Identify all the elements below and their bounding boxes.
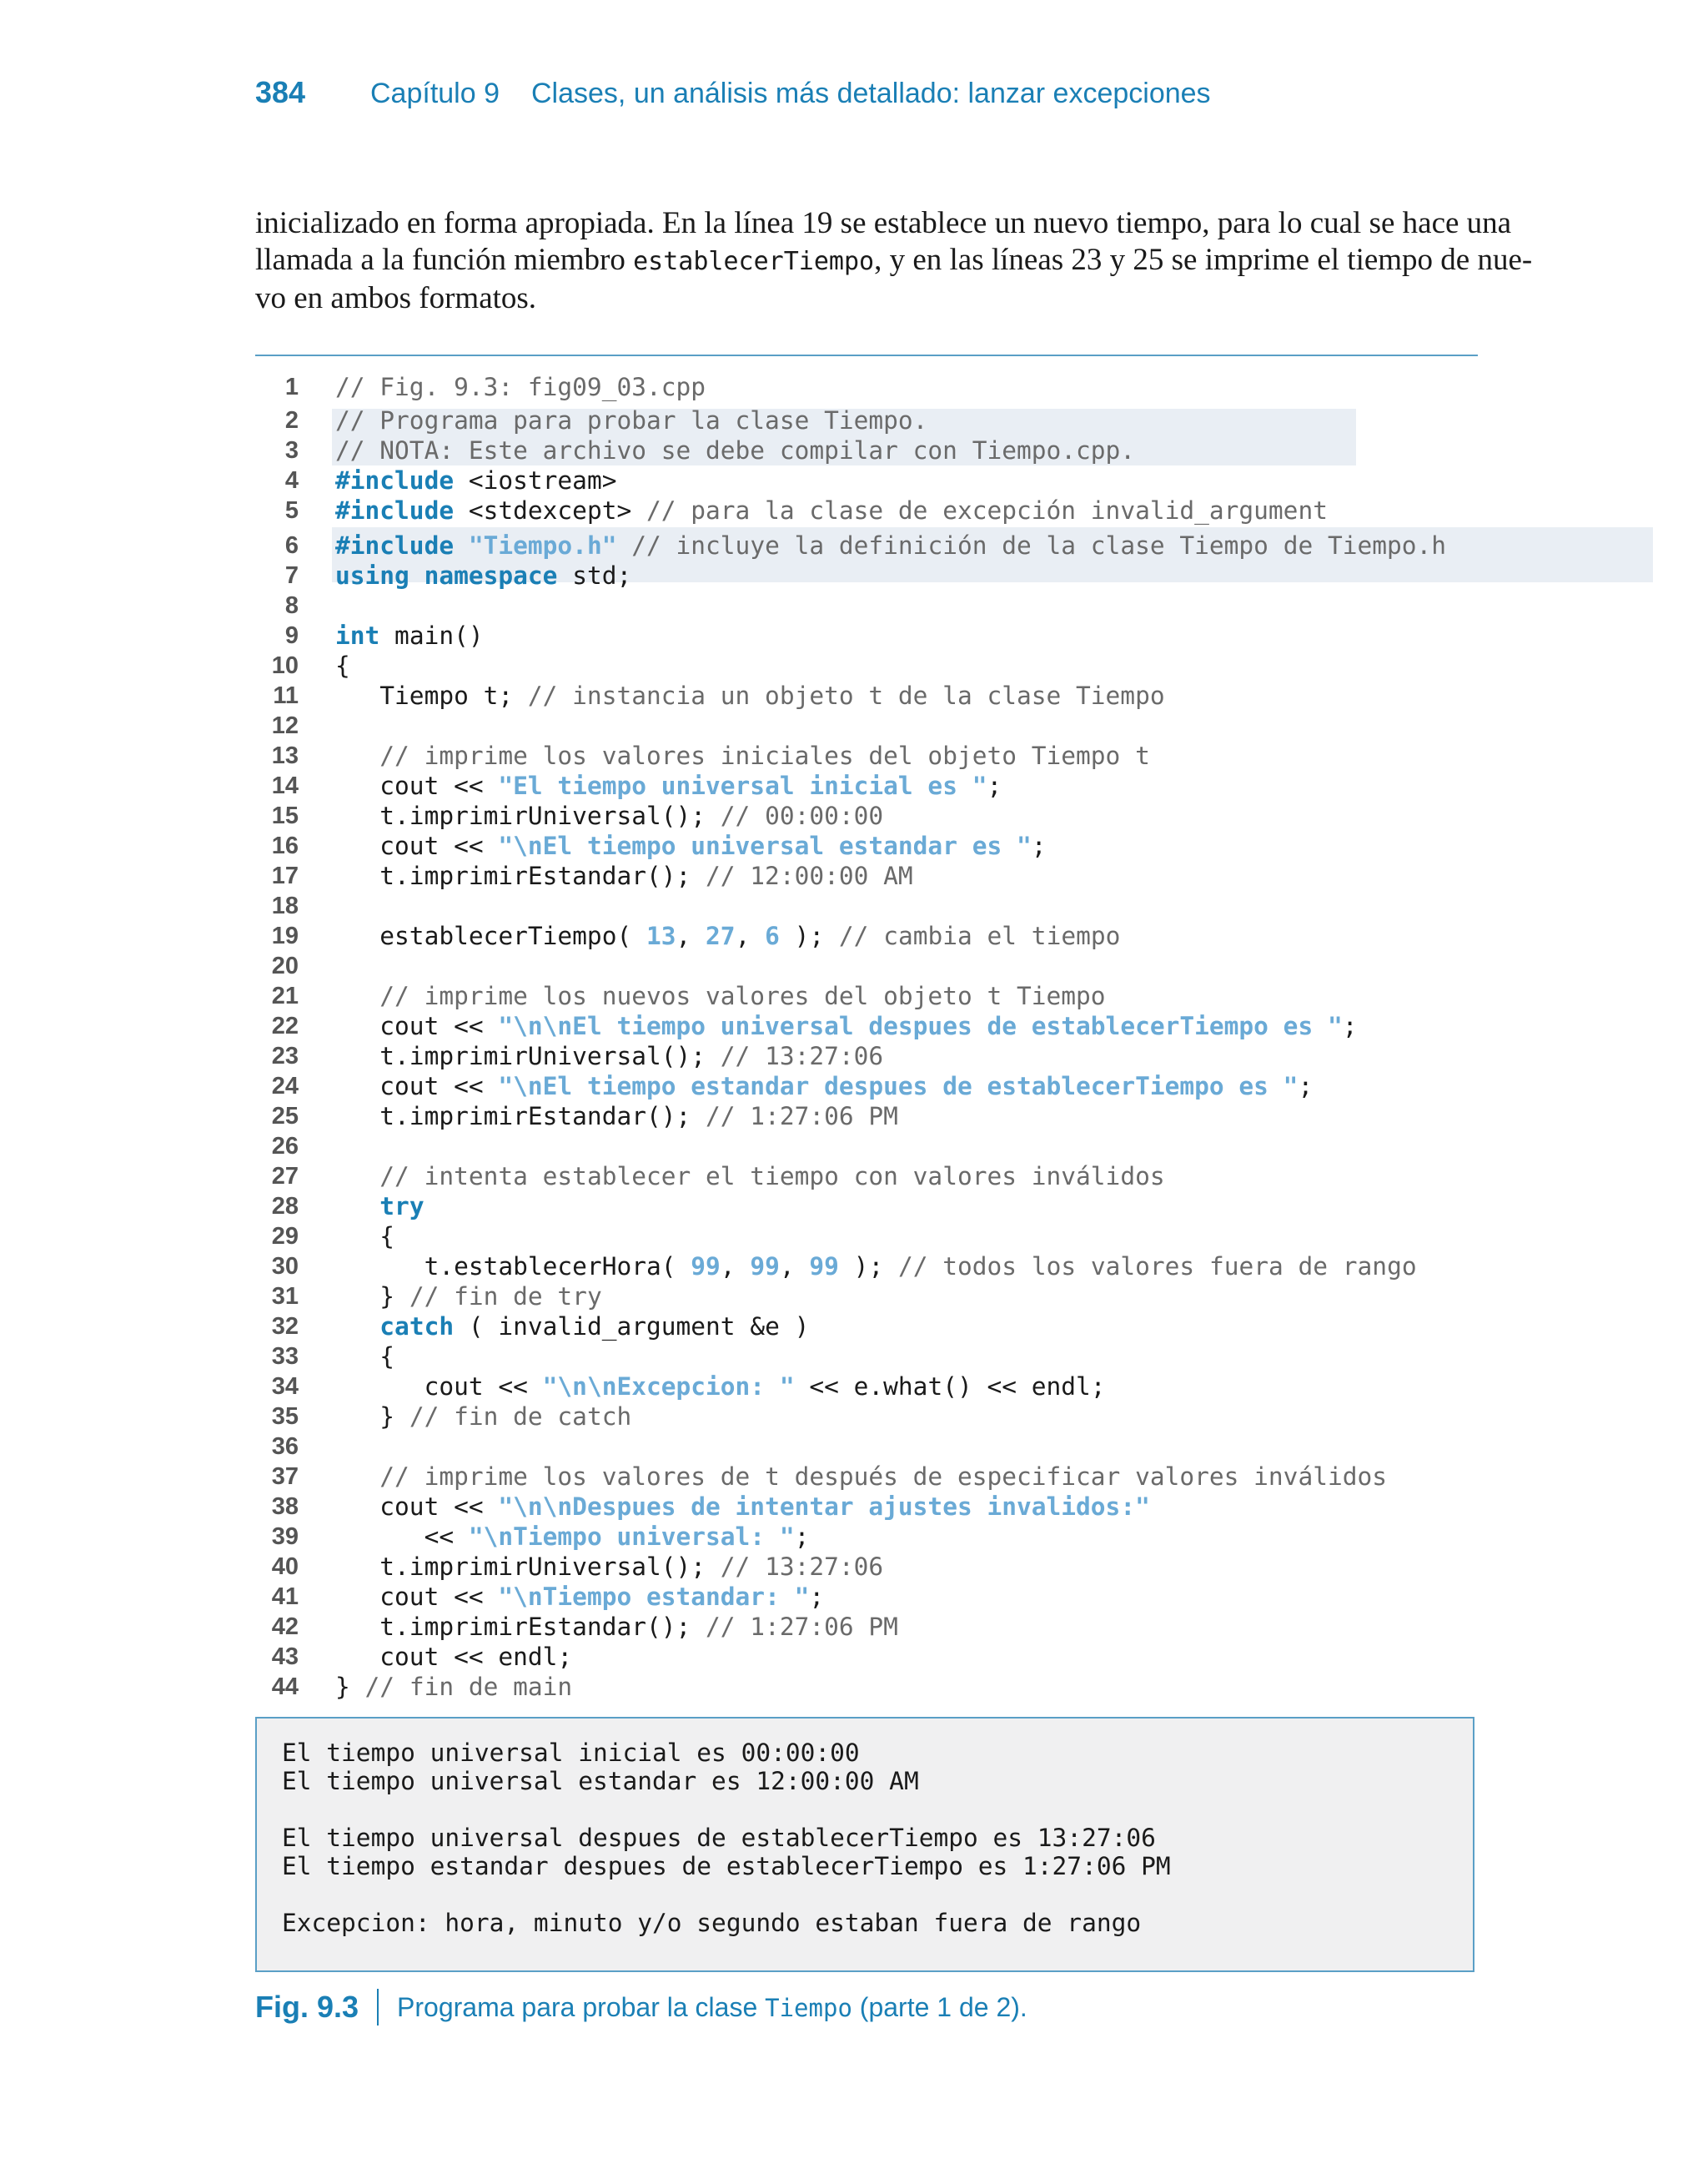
intro-paragraph: [255, 205, 1533, 317]
code-text: #include "Tiempo.h" // incluye la definición de la clase Tiempo de Tiempo.h: [335, 531, 1447, 560]
code-text: cout << "\n\nDespues de intentar ajustes invalidos:": [335, 1492, 1150, 1521]
code-text: using namespace std;: [335, 561, 632, 590]
line-number: 39: [271, 1523, 299, 1550]
intro-line-2-post: , y en las líneas 23 y 25 se imprime el tiempo de nue-: [874, 243, 1533, 277]
chapter-title: Clases, un análisis más detallado: lanzar excepciones: [531, 78, 1211, 109]
code-text: // intenta establecer el tiempo con valores inválidos: [379, 1162, 1165, 1190]
line-number: 40: [271, 1553, 299, 1580]
line-number: 42: [271, 1613, 299, 1640]
line-number: 28: [271, 1193, 299, 1220]
code-text: } // fin de try: [335, 1282, 602, 1311]
line-number: 7: [284, 562, 299, 589]
code-text: // imprime los valores iniciales del objeto Tiempo t: [379, 742, 1150, 770]
running-header: [255, 75, 1211, 125]
line-number: 22: [271, 1013, 299, 1039]
code-text: {: [335, 1342, 395, 1371]
line-number: 38: [271, 1493, 299, 1520]
caption-code-tiempo: Tiempo: [765, 1993, 852, 2022]
code-text: t.imprimirEstandar(); // 1:27:06 PM: [335, 1613, 898, 1641]
line-number: 32: [271, 1313, 299, 1340]
code-text: establecerTiempo( 13, 27, 6 ); // cambia el tiempo: [335, 922, 1121, 950]
line-number: 3: [284, 437, 299, 464]
intro-line-2-pre: llamada a la función miembro: [255, 243, 634, 277]
output-line: El tiempo universal estandar es 12:00:00 AM: [282, 1767, 919, 1795]
line-number: 8: [284, 592, 299, 619]
line-number: 27: [271, 1163, 299, 1190]
line-number: 21: [271, 983, 299, 1009]
line-number: 9: [284, 622, 299, 649]
code-top-rule: [255, 355, 1478, 356]
code-text: cout << "\n\nExcepcion: " << e.what() << endl;: [335, 1372, 1106, 1401]
caption-text-post: (parte 1 de 2).: [851, 1991, 1027, 2022]
line-number: 34: [271, 1373, 299, 1400]
line-number: 23: [271, 1043, 299, 1069]
code-text: int main(): [335, 621, 484, 650]
intro-line-1: inicializado en forma apropiada. En la línea 19 se establece un nuevo tiempo, para lo cual se hace una: [255, 206, 1512, 240]
program-output: [255, 1717, 1474, 1972]
line-number: 13: [271, 742, 299, 769]
code-text: catch ( invalid_argument &e ): [379, 1312, 810, 1341]
code-text: } // fin de catch: [335, 1402, 632, 1431]
output-line: El tiempo estandar despues de establecerTiempo es 1:27:06 PM: [282, 1852, 1171, 1880]
line-number: 35: [271, 1403, 299, 1430]
code-text: << "\nTiempo universal: ";: [335, 1522, 810, 1551]
line-number: 19: [271, 923, 299, 949]
line-number: 1: [284, 374, 299, 400]
code-text: cout << "\nEl tiempo estandar despues de establecerTiempo es ";: [335, 1072, 1314, 1100]
output-line: El tiempo universal inicial es 00:00:00: [282, 1739, 860, 1767]
caption-text: [397, 1992, 1027, 2023]
code-text: // NOTA: Este archivo se debe compilar con Tiempo.cpp.: [335, 436, 1136, 465]
code-text: try: [379, 1192, 424, 1220]
code-text: t.imprimirEstandar(); // 12:00:00 AM: [335, 862, 913, 890]
code-text: } // fin de main: [335, 1673, 573, 1701]
code-text: // imprime los valores de t después de especificar valores inválidos: [379, 1462, 1388, 1491]
code-text: // imprime los nuevos valores del objeto t Tiempo: [379, 982, 1106, 1010]
line-number: 30: [271, 1253, 299, 1280]
code-text: {: [335, 652, 350, 680]
line-number: 14: [271, 772, 299, 799]
line-number: 16: [271, 833, 299, 859]
output-line: El tiempo universal despues de establecerTiempo es 13:27:06: [282, 1824, 1156, 1852]
page-number: 384: [255, 75, 306, 109]
code-text: #include <iostream>: [335, 466, 617, 495]
line-number: 17: [271, 863, 299, 889]
code-text: cout << endl;: [335, 1643, 573, 1671]
code-text: cout << "El tiempo universal inicial es ";: [335, 772, 1002, 800]
code-text: // Programa para probar la clase Tiempo.: [335, 406, 928, 435]
line-number: 25: [271, 1103, 299, 1130]
code-text: {: [335, 1222, 395, 1251]
code-text: t.imprimirUniversal(); // 00:00:00: [335, 802, 884, 830]
code-text: #include <stdexcept> // para la clase de excepción invalid_argument: [335, 496, 1328, 525]
code-text: Tiempo t; // instancia un objeto t de la clase Tiempo: [335, 682, 1165, 710]
line-number: 29: [271, 1223, 299, 1250]
intro-line-3: vo en ambos formatos.: [255, 281, 537, 315]
line-number: 37: [271, 1463, 299, 1490]
figure-label: Fig. 9.3: [255, 1990, 359, 2024]
chapter-label: Capítulo 9: [370, 78, 500, 109]
code-text: t.imprimirUniversal(); // 13:27:06: [335, 1042, 884, 1070]
line-number: 26: [271, 1133, 299, 1160]
line-number: 6: [284, 532, 299, 559]
line-number: 41: [271, 1583, 299, 1610]
code-text: cout << "\n\nEl tiempo universal despues de establecerTiempo es ";: [335, 1012, 1358, 1040]
line-number: 20: [271, 953, 299, 979]
caption-separator: [377, 1989, 379, 2026]
code-text: // Fig. 9.3: fig09_03.cpp: [335, 373, 706, 401]
output-line: Excepcion: hora, minuto y/o segundo estaban fuera de rango: [282, 1909, 1142, 1937]
line-number: 5: [284, 497, 299, 524]
caption-text-pre: Programa para probar la clase: [397, 1991, 766, 2022]
line-number: 12: [271, 712, 299, 739]
code-text: t.imprimirEstandar(); // 1:27:06 PM: [335, 1102, 898, 1130]
intro-line-2: [255, 242, 1533, 280]
line-number: 15: [271, 803, 299, 829]
line-number: 43: [271, 1643, 299, 1670]
line-number: 31: [271, 1283, 299, 1310]
figure-caption: [255, 1989, 1027, 2026]
code-text: t.imprimirUniversal(); // 13:27:06: [335, 1552, 884, 1581]
line-number: 2: [284, 407, 299, 434]
line-number: 18: [271, 893, 299, 919]
line-number: 11: [273, 682, 299, 709]
code-text: t.establecerHora( 99, 99, 99 ); // todos los valores fuera de rango: [335, 1252, 1417, 1281]
line-number: 33: [271, 1343, 299, 1370]
line-number: 24: [271, 1073, 299, 1100]
code-text: cout << "\nEl tiempo universal estandar es ";: [335, 832, 1047, 860]
line-number: 10: [271, 652, 299, 679]
line-number: 36: [271, 1433, 299, 1460]
inline-code-establecerTiempo: establecerTiempo: [633, 247, 875, 276]
line-number: 4: [284, 467, 299, 494]
line-number: 44: [271, 1673, 299, 1700]
code-text: cout << "\nTiempo estandar: ";: [335, 1583, 825, 1611]
